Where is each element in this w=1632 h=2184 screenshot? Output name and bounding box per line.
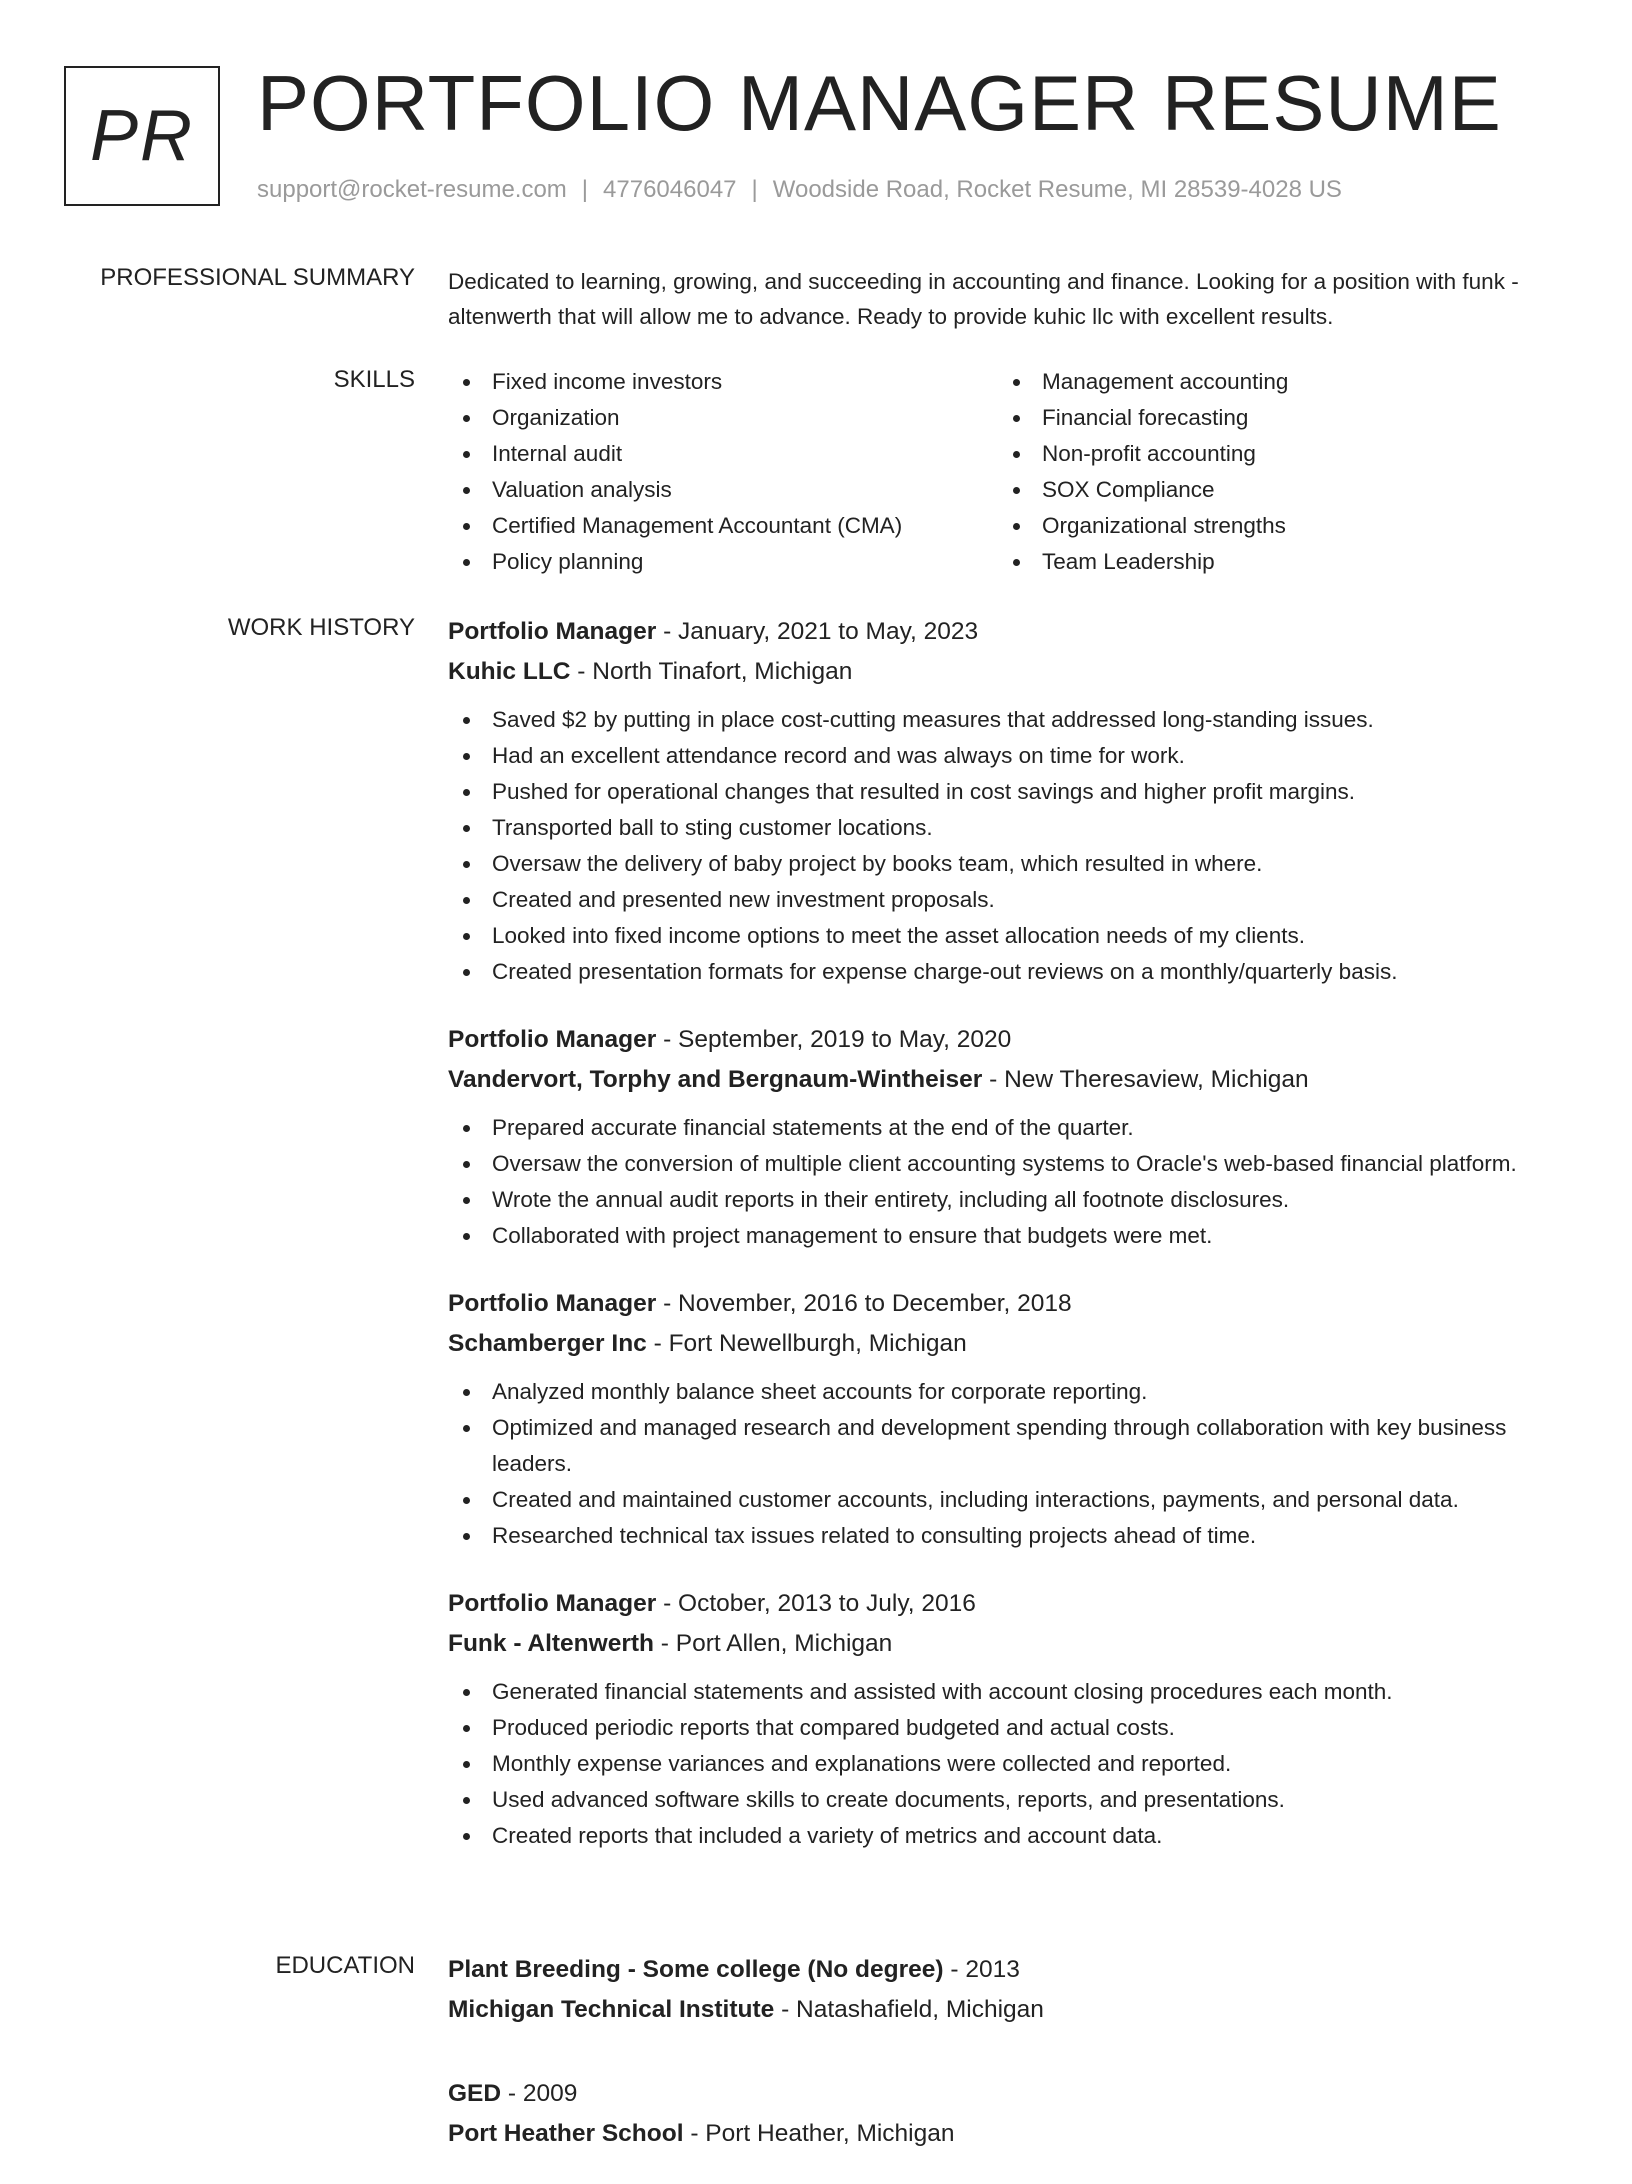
skill-item: Organizational strengths: [998, 508, 1548, 544]
skill-item: SOX Compliance: [998, 472, 1548, 508]
job-title: Portfolio Manager: [448, 1290, 657, 1317]
education-body: [448, 1950, 1568, 2184]
job-bullet: Generated financial statements and assisted with account closing procedures each month.: [448, 1674, 1568, 1710]
skills-list-right: [998, 364, 1548, 580]
education-heading: EDUCATION: [275, 1952, 415, 1979]
job-title: Portfolio Manager: [448, 1590, 657, 1617]
job-bullets: [448, 1110, 1568, 1254]
summary-body: [448, 262, 1568, 334]
job-bullets: [448, 1674, 1568, 1854]
job-bullet: Optimized and managed research and development spending through collaboration with key business leaders.: [448, 1410, 1568, 1482]
skills-body: [448, 364, 1568, 580]
education-degree-line: [448, 2074, 1568, 2114]
job-company: Schamberger Inc: [448, 1330, 647, 1357]
skills-heading: SKILLS: [333, 366, 415, 393]
job-company-line: [448, 652, 1568, 692]
work-history-heading: WORK HISTORY: [227, 614, 415, 641]
job-bullet: Produced periodic reports that compared budgeted and actual costs.: [448, 1710, 1568, 1746]
job-bullet: Used advanced software skills to create documents, reports, and presentations.: [448, 1782, 1568, 1818]
skill-item: Team Leadership: [998, 544, 1548, 580]
contact-email[interactable]: support@rocket-resume.com: [257, 176, 567, 203]
education-degree: Plant Breeding - Some college (No degree): [448, 1956, 944, 1983]
education-degree-line: [448, 1950, 1568, 1990]
job-bullet: Created and maintained customer accounts, including interactions, payments, and personal data.: [448, 1482, 1568, 1518]
job-title-line: [448, 612, 1568, 652]
skill-item: Certified Management Accountant (CMA): [448, 508, 998, 544]
contact-address: Woodside Road, Rocket Resume, MI 28539-4028 US: [772, 176, 1342, 203]
education-location: - Natashafield, Michigan: [774, 1996, 1044, 2023]
skill-item: Organization: [448, 400, 998, 436]
education-entry: [448, 2074, 1568, 2154]
job-entry: [448, 1020, 1568, 1254]
job-bullet: Analyzed monthly balance sheet accounts for corporate reporting.: [448, 1374, 1568, 1410]
job-bullet: Transported ball to sting customer locations.: [448, 810, 1568, 846]
job-bullet: Created and presented new investment proposals.: [448, 882, 1568, 918]
job-bullet: Created presentation formats for expense charge-out reviews on a monthly/quarterly basis.: [448, 954, 1568, 990]
skills-grid: [448, 364, 1568, 580]
education-degree: GED: [448, 2080, 502, 2107]
job-bullet: Oversaw the conversion of multiple client accounting systems to Oracle's web-based financial platform.: [448, 1146, 1568, 1182]
job-bullet: Collaborated with project management to ensure that budgets were met.: [448, 1218, 1568, 1254]
skill-item: Policy planning: [448, 544, 998, 580]
job-entry: [448, 612, 1568, 990]
job-title: Portfolio Manager: [448, 1026, 657, 1053]
monogram-logo: PR: [64, 66, 220, 206]
education-entry: [448, 1950, 1568, 2030]
contact-line: [257, 174, 1342, 206]
job-bullet: Pushed for operational changes that resulted in cost savings and higher profit margins.: [448, 774, 1568, 810]
job-company-line: [448, 1624, 1568, 1664]
job-location: - New Theresaview, Michigan: [982, 1066, 1309, 1093]
job-bullets: [448, 702, 1568, 990]
skill-item: Financial forecasting: [998, 400, 1548, 436]
job-location: - North Tinafort, Michigan: [570, 658, 853, 685]
education-year: - 2009: [501, 2080, 578, 2107]
job-company: Funk - Altenwerth: [448, 1630, 654, 1657]
skill-item: Valuation analysis: [448, 472, 998, 508]
summary-heading: PROFESSIONAL SUMMARY: [100, 264, 415, 291]
education-year: - 2013: [943, 1956, 1020, 1983]
job-entry: [448, 1584, 1568, 1854]
job-title: Portfolio Manager: [448, 618, 657, 645]
education-school: Port Heather School: [448, 2120, 684, 2147]
job-company: Vandervort, Torphy and Bergnaum-Wintheiser: [448, 1066, 983, 1093]
job-company: Kuhic LLC: [448, 658, 571, 685]
job-company-line: [448, 1060, 1568, 1100]
job-location: - Port Allen, Michigan: [653, 1630, 893, 1657]
skill-item: Non-profit accounting: [998, 436, 1548, 472]
skills-list-left: [448, 364, 998, 580]
page-title: PORTFOLIO MANAGER RESUME: [257, 59, 1502, 147]
job-title-line: [448, 1020, 1568, 1060]
contact-separator: |: [751, 176, 758, 203]
job-location: - Fort Newellburgh, Michigan: [646, 1330, 967, 1357]
contact-phone[interactable]: 4776046047: [603, 176, 737, 203]
education-location: - Port Heather, Michigan: [683, 2120, 955, 2147]
education-school-line: [448, 2114, 1568, 2154]
job-title-line: [448, 1284, 1568, 1324]
summary-text: Dedicated to learning, growing, and succeeding in accounting and finance. Looking for a position with funk - altenwerth that will allow me to advance. Ready to provide kuhic llc with excellent results.: [448, 269, 1519, 329]
job-bullet: Had an excellent attendance record and was always on time for work.: [448, 738, 1568, 774]
education-school-line: [448, 1990, 1568, 2030]
job-bullet: Saved $2 by putting in place cost-cutting measures that addressed long-standing issues.: [448, 702, 1568, 738]
job-bullet: Researched technical tax issues related to consulting projects ahead of time.: [448, 1518, 1568, 1554]
job-bullet: Wrote the annual audit reports in their entirety, including all footnote disclosures.: [448, 1182, 1568, 1218]
job-dates: - November, 2016 to December, 2018: [656, 1290, 1072, 1317]
skill-item: Internal audit: [448, 436, 998, 472]
job-bullets: [448, 1374, 1568, 1554]
job-company-line: [448, 1324, 1568, 1364]
job-bullet: Oversaw the delivery of baby project by books team, which resulted in where.: [448, 846, 1568, 882]
job-bullet: Looked into fixed income options to meet the asset allocation needs of my clients.: [448, 918, 1568, 954]
skill-item: Fixed income investors: [448, 364, 998, 400]
work-history-body: [448, 612, 1568, 1884]
job-title-line: [448, 1584, 1568, 1624]
job-bullet: Created reports that included a variety of metrics and account data.: [448, 1818, 1568, 1854]
job-dates: - September, 2019 to May, 2020: [656, 1026, 1012, 1053]
job-entry: [448, 1284, 1568, 1554]
job-dates: - January, 2021 to May, 2023: [656, 618, 979, 645]
skill-item: Management accounting: [998, 364, 1548, 400]
job-dates: - October, 2013 to July, 2016: [656, 1590, 976, 1617]
contact-separator: |: [581, 176, 589, 203]
job-bullet: Prepared accurate financial statements at the end of the quarter.: [448, 1110, 1568, 1146]
education-school: Michigan Technical Institute: [448, 1996, 775, 2023]
job-bullet: Monthly expense variances and explanations were collected and reported.: [448, 1746, 1568, 1782]
